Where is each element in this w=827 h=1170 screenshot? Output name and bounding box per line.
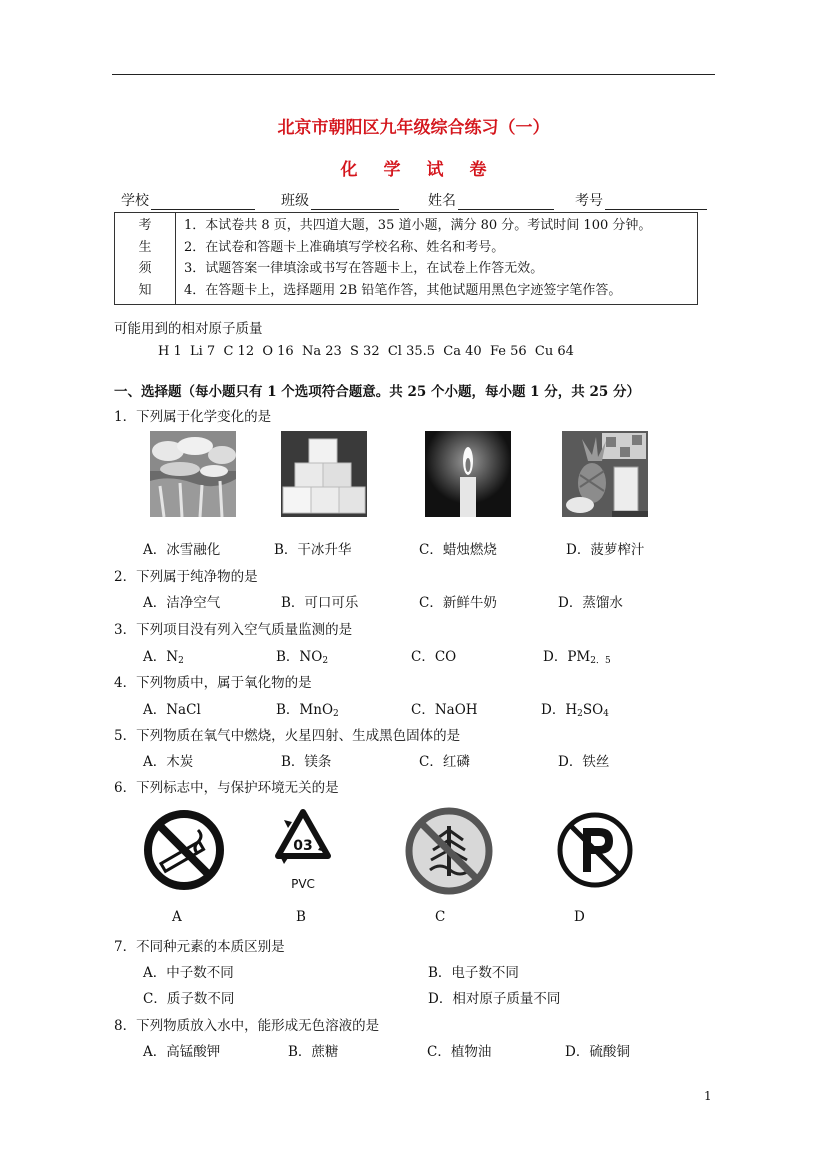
- notice-item: 2．在试卷和答题卡上准确填写学校名称、姓名和考号。: [184, 239, 505, 255]
- option[interactable]: A．高锰酸钾: [143, 1044, 221, 1060]
- notice-item: 3．试题答案一律填涂或书写在答题卡上，在试卷上作答无效。: [184, 261, 544, 276]
- option[interactable]: D．铁丝: [558, 754, 610, 770]
- option[interactable]: B．可口可乐: [281, 595, 359, 611]
- option[interactable]: A．$N_2$: [143, 649, 184, 666]
- option[interactable]: B．电子数不同: [428, 965, 519, 981]
- option[interactable]: D．硫酸铜: [565, 1044, 630, 1060]
- name-field[interactable]: 姓名: [428, 190, 554, 210]
- option[interactable]: A．中子数不同: [143, 965, 234, 981]
- section-heading: 一、选择题（每小题只有 1 个选项符合题意。共 25 个小题，每小题 1 分，共 25 分）: [114, 384, 640, 400]
- school-field[interactable]: 学校: [121, 190, 255, 210]
- recycle-number: 03: [293, 838, 313, 854]
- page-number: 1: [704, 1089, 712, 1103]
- option[interactable]: C．CO: [411, 649, 457, 665]
- recycle-text: PVC: [291, 877, 315, 891]
- option[interactable]: B．干冰升华: [274, 542, 352, 558]
- notice-item: 1．本试卷共 8 页，共四道大题，35 道小题，满分 80 分。考试时间 100 分钟。: [184, 218, 652, 233]
- exam-subtitle: 化学试卷: [340, 160, 513, 180]
- option[interactable]: D．蒸馏水: [558, 595, 623, 611]
- pineapple-juice-photo: [562, 431, 648, 517]
- notice-item: 4．在答题卡上，选择题用 2B 铅笔作答，其他试题用黑色字迹签字笔作答。: [184, 282, 622, 298]
- option[interactable]: B．镁条: [281, 754, 332, 770]
- ice-melting-photo: [150, 431, 236, 517]
- option[interactable]: C．蜡烛燃烧: [419, 542, 497, 558]
- option[interactable]: C．质子数不同: [143, 991, 235, 1007]
- option[interactable]: B．蔗糖: [288, 1044, 339, 1060]
- option[interactable]: A: [172, 909, 182, 925]
- notice-label: 考 生 须 知: [115, 213, 176, 305]
- candle-photo: [425, 431, 511, 517]
- option[interactable]: B．MnO$_2$: [276, 702, 339, 719]
- recycle-pvc-icon: [270, 806, 336, 902]
- option[interactable]: B: [296, 909, 306, 925]
- option[interactable]: C．植物油: [427, 1044, 492, 1060]
- atomic-mass-title: 可能用到的相对原子质量: [114, 321, 263, 337]
- class-field[interactable]: 班级: [281, 190, 399, 210]
- option[interactable]: A．洁净空气: [143, 595, 221, 611]
- option[interactable]: C: [435, 909, 446, 925]
- candidate-notice-table: [114, 212, 698, 305]
- option[interactable]: D．$H_2SO_4$: [541, 702, 609, 719]
- exam-number-field[interactable]: 考号: [575, 190, 707, 210]
- option[interactable]: D: [574, 909, 585, 925]
- question-stem: 8．下列物质放入水中，能形成无色溶液的是: [114, 1018, 380, 1034]
- question-stem: 5．下列物质在氧气中燃烧，火星四射、生成黑色固体的是: [114, 728, 461, 744]
- question-stem: 4．下列物质中，属于氧化物的是: [114, 675, 312, 691]
- option[interactable]: A．NaCl: [143, 702, 201, 718]
- question-stem: 2．下列属于纯净物的是: [114, 569, 258, 585]
- option[interactable]: D．相对原子质量不同: [428, 991, 561, 1007]
- notice-items: [176, 213, 698, 305]
- header-rule: [112, 74, 715, 75]
- option[interactable]: C．红磷: [419, 754, 470, 770]
- option[interactable]: D．$PM_{2.5}$: [543, 649, 611, 666]
- question-stem: 3．下列项目没有列入空气质量监测的是: [114, 622, 353, 638]
- option[interactable]: C．NaOH: [411, 702, 478, 718]
- question-stem: 1．下列属于化学变化的是: [114, 409, 272, 425]
- option[interactable]: A．冰雪融化: [143, 542, 221, 558]
- question-stem: 6．下列标志中，与保护环境无关的是: [114, 780, 339, 796]
- no-parking-icon: [555, 810, 635, 894]
- no-smoking-icon: [142, 808, 226, 896]
- option[interactable]: D．菠萝榨汁: [566, 542, 645, 558]
- question-stem: 7．不同种元素的本质区别是: [114, 939, 285, 955]
- no-deforestation-icon: [404, 806, 494, 900]
- exam-title: 北京市朝阳区九年级综合练习（一）: [277, 118, 550, 138]
- atomic-mass-values: H 1 Li 7 C 12 O 16 Na 23 S 32 Cl 35.5 Ca 40 Fe 56 Cu 64: [158, 344, 574, 359]
- option[interactable]: A．木炭: [143, 754, 194, 770]
- option[interactable]: C．新鲜牛奶: [419, 595, 497, 611]
- option[interactable]: B．$NO_2$: [276, 649, 329, 666]
- dry-ice-photo: [281, 431, 367, 517]
